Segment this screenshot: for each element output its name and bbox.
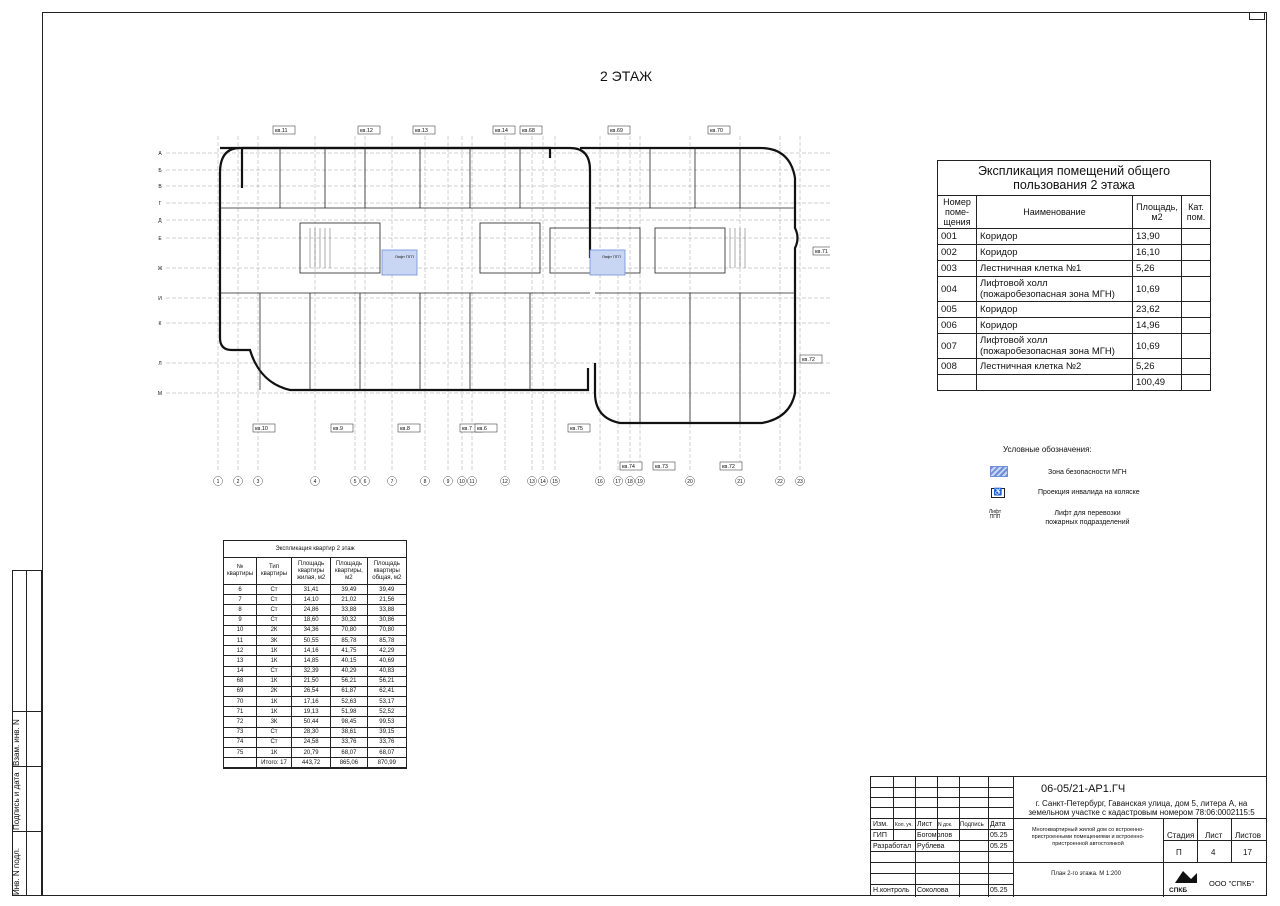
apartment-row — [224, 646, 406, 656]
total-cell-empty — [938, 375, 977, 391]
apt-area: 70,80 — [331, 625, 367, 635]
apt-total-general: 870,99 — [367, 758, 406, 768]
grid-axis-number: 2 — [236, 479, 240, 485]
apartment-tag: кв.13 — [415, 128, 428, 134]
grid-axis-number: 22 — [777, 479, 783, 485]
tb-line — [871, 873, 1013, 874]
tb-date-dev: 05.25 — [990, 843, 1008, 850]
apartment-row — [224, 585, 406, 595]
room-number: 003 — [938, 261, 977, 277]
tb-line — [871, 840, 1013, 841]
room-area: 16,10 — [1133, 245, 1182, 261]
apt-type: 3К — [257, 635, 292, 645]
apartment-tag: кв.8 — [400, 426, 410, 432]
common-table-row — [938, 277, 1211, 302]
apt-living-area: 24,58 — [292, 737, 331, 747]
stamp-divider — [13, 711, 41, 712]
room-name: Коридор — [977, 302, 1133, 318]
apt-area: 68,07 — [331, 748, 367, 758]
common-total-area: 100,49 — [1133, 375, 1182, 391]
apt-total-area: 39,15 — [367, 727, 406, 737]
apt-total-area: 40,83 — [367, 666, 406, 676]
apt-total-area: 56,21 — [367, 676, 406, 686]
apt-total-cell — [224, 758, 257, 768]
tb-line — [893, 777, 894, 840]
grid-axis-number: 8 — [423, 479, 427, 485]
apartment-row — [224, 666, 406, 676]
apt-living-area: 34,36 — [292, 625, 331, 635]
tb-line — [1163, 818, 1164, 897]
room-number: 007 — [938, 334, 977, 359]
apt-total-area: 40,69 — [367, 656, 406, 666]
apt-type: Ст — [257, 595, 292, 605]
apt-type: 2К — [257, 686, 292, 696]
apt-number: 8 — [224, 605, 257, 615]
apartment-row — [224, 625, 406, 635]
tb-header-doc: N док. — [938, 822, 953, 828]
apt-living-area: 20,79 — [292, 748, 331, 758]
grid-axis-letter: К — [158, 321, 162, 327]
apt-area: 61,87 — [331, 686, 367, 696]
apartment-tag: кв.6 — [477, 426, 487, 432]
grid-axis-number: 3 — [256, 479, 260, 485]
legend-fire-lift: Лифт для перевозки пожарных подразделений — [1045, 510, 1130, 526]
stamp-label-inv: Инв. N подл. — [12, 847, 21, 895]
sheet-value: 4 — [1211, 848, 1216, 857]
room-category — [1182, 277, 1211, 302]
apt-living-area: 14,10 — [292, 595, 331, 605]
apt-total-area: 33,76 — [367, 737, 406, 747]
stage-value: П — [1176, 848, 1182, 857]
apartment-row — [224, 605, 406, 615]
apartment-tag: кв.68 — [522, 128, 535, 134]
apt-living-area: 14,85 — [292, 656, 331, 666]
apt-number: 11 — [224, 635, 257, 645]
apartment-row — [224, 656, 406, 666]
common-table-row — [938, 261, 1211, 277]
tb-header-date: Дата — [990, 821, 1006, 828]
tb-line — [959, 777, 960, 897]
apt-living-area: 24,86 — [292, 605, 331, 615]
apt-area: 33,76 — [331, 737, 367, 747]
apartment-tag: кв.11 — [275, 128, 288, 134]
room-name: Коридор — [977, 245, 1133, 261]
grid-numbers — [214, 477, 805, 486]
common-table-title: Экспликация помещений общего пользования 2 этажа — [938, 161, 1211, 196]
apartment-row — [224, 595, 406, 605]
apt-number: 73 — [224, 727, 257, 737]
room-area: 23,62 — [1133, 302, 1182, 318]
apt-area: 39,49 — [331, 585, 367, 595]
apt-area: 40,29 — [331, 666, 367, 676]
room-name: Коридор — [977, 229, 1133, 245]
apt-living-area: 50,44 — [292, 717, 331, 727]
sheet-label: Лист — [1205, 831, 1223, 840]
grid-axis-number: 9 — [446, 479, 450, 485]
apartment-row — [224, 727, 406, 737]
apt-number: 10 — [224, 625, 257, 635]
common-table-row — [938, 334, 1211, 359]
apt-number: 9 — [224, 615, 257, 625]
apartment-row — [224, 635, 406, 645]
apartment-row — [224, 717, 406, 727]
wheelchair-icon: ♿ — [991, 488, 1005, 498]
apt-header-area: Площадь квартиры, м2 — [331, 558, 367, 585]
grid-axis-letter: Л — [158, 361, 162, 367]
apartment-row — [224, 686, 406, 696]
grid-axis-number: 7 — [390, 479, 394, 485]
apartment-row — [224, 737, 406, 747]
apt-number: 12 — [224, 646, 257, 656]
grid-axis-letter: Ж — [157, 266, 163, 272]
common-area-table — [937, 160, 1211, 391]
apt-area: 85,78 — [331, 635, 367, 645]
col-header-number: Номер поме-щения — [938, 196, 977, 229]
tb-name-gip: Богомолов — [917, 832, 953, 839]
room-name: Лифтовой холл (пожаробезопасная зона МГН) — [977, 277, 1133, 302]
apt-living-area: 19,13 — [292, 707, 331, 717]
apt-total-label: Итого: 17 — [257, 758, 292, 768]
mgn-zone-swatch — [990, 466, 1008, 477]
apt-type: 1К — [257, 676, 292, 686]
tb-line — [1013, 777, 1014, 897]
apt-living-area: 50,55 — [292, 635, 331, 645]
grid-axis-number: 20 — [687, 479, 693, 485]
legend-title: Условные обозначения: — [1003, 445, 1092, 454]
tb-role-nk: Н.контроль — [873, 887, 910, 894]
apt-number: 7 — [224, 595, 257, 605]
common-table-row — [938, 359, 1211, 375]
apt-number: 74 — [224, 737, 257, 747]
apt-number: 70 — [224, 697, 257, 707]
grid-axis-number: 19 — [637, 479, 643, 485]
apt-area: 40,15 — [331, 656, 367, 666]
col-header-name: Наименование — [977, 196, 1133, 229]
apartment-tag: кв.12 — [360, 128, 373, 134]
grid-axis-number: 13 — [529, 479, 535, 485]
tb-header-change: Изм. — [873, 821, 888, 828]
tb-name-dev: Рублева — [917, 843, 945, 850]
tb-line — [915, 777, 916, 897]
apt-total-area: 70,80 — [367, 625, 406, 635]
project-address: г. Санкт-Петербург, Гаванская улица, дом 5, литера А, на земельном участке с кадастровым номером 78:06:0002115:5 — [1028, 799, 1255, 817]
apt-total-area: 30,86 — [367, 615, 406, 625]
grid-axis-number: 17 — [615, 479, 621, 485]
apt-type: Ст — [257, 615, 292, 625]
apartment-table — [223, 540, 407, 769]
sheets-value: 17 — [1243, 848, 1252, 857]
apt-number: 75 — [224, 748, 257, 758]
apt-type: Ст — [257, 737, 292, 747]
tb-line — [1231, 818, 1232, 862]
tb-line — [988, 777, 989, 897]
apt-living-area: 28,30 — [292, 727, 331, 737]
apt-living-area: 26,54 — [292, 686, 331, 696]
apt-header-total-area: Площадь квартиры общая, м2 — [367, 558, 406, 585]
apt-header-number: № квартиры — [224, 558, 257, 585]
apt-number: 14 — [224, 666, 257, 676]
apt-type: Ст — [257, 585, 292, 595]
tb-line — [871, 862, 1013, 863]
grid-axis-number: 4 — [313, 479, 317, 485]
apt-living-area: 18,60 — [292, 615, 331, 625]
total-cell-empty — [1182, 375, 1211, 391]
grid-axis-letter: А — [158, 151, 162, 157]
apartment-tag: кв.72 — [802, 357, 815, 363]
room-area: 13,90 — [1133, 229, 1182, 245]
apt-area: 21,02 — [331, 595, 367, 605]
apt-type: 3К — [257, 717, 292, 727]
tb-line — [871, 818, 1267, 819]
apartment-tag: кв.74 — [622, 464, 635, 470]
apt-total-area: 85,78 — [367, 635, 406, 645]
apt-number: 69 — [224, 686, 257, 696]
stamp-label-replace: Взам. инв. N — [12, 719, 21, 766]
tb-header-count: Кол. уч. — [895, 822, 913, 828]
company-name: ООО "СПКБ" — [1209, 879, 1255, 888]
room-category — [1182, 334, 1211, 359]
tb-date-nk: 05.25 — [990, 887, 1008, 894]
room-name: Лестничная клетка №2 — [977, 359, 1133, 375]
apartment-tag: кв.9 — [333, 426, 343, 432]
room-area: 5,26 — [1133, 359, 1182, 375]
room-name: Лестничная клетка №1 — [977, 261, 1133, 277]
room-area: 14,96 — [1133, 318, 1182, 334]
common-table-row — [938, 245, 1211, 261]
apt-area: 30,32 — [331, 615, 367, 625]
apartment-tag: кв.69 — [610, 128, 623, 134]
apartment-row — [224, 676, 406, 686]
apt-number: 6 — [224, 585, 257, 595]
apt-living-area: 31,41 — [292, 585, 331, 595]
tb-date-gip: 05.25 — [990, 832, 1008, 839]
apt-type: Ст — [257, 605, 292, 615]
apt-area: 98,45 — [331, 717, 367, 727]
apt-number: 13 — [224, 656, 257, 666]
apt-area: 56,21 — [331, 676, 367, 686]
grid-axis-number: 14 — [540, 479, 546, 485]
apt-area: 38,61 — [331, 727, 367, 737]
apartment-tag: кв.72 — [722, 464, 735, 470]
grid-axis-letter: В — [158, 184, 162, 190]
room-category — [1182, 359, 1211, 375]
building-outline — [220, 148, 798, 423]
grid-axis-letter: Е — [158, 236, 162, 242]
grid-axis-number: 10 — [459, 479, 465, 485]
tb-line — [871, 851, 1013, 852]
grid-axis-number: 1 — [216, 479, 220, 485]
apt-number: 71 — [224, 707, 257, 717]
stairs — [310, 228, 745, 268]
tb-line — [937, 777, 938, 840]
grid-axis-number: 15 — [552, 479, 558, 485]
apt-header-type: Тип квартиры — [257, 558, 292, 585]
apt-area: 51,98 — [331, 707, 367, 717]
grid-axis-letter: Б — [158, 168, 162, 174]
room-number: 008 — [938, 359, 977, 375]
room-category — [1182, 302, 1211, 318]
room-category — [1182, 261, 1211, 277]
room-number: 002 — [938, 245, 977, 261]
total-cell-empty — [977, 375, 1133, 391]
apartment-table-title: Экспликация квартир 2 этаж — [224, 541, 406, 558]
frame-corner-mark — [1249, 12, 1265, 20]
room-number: 001 — [938, 229, 977, 245]
common-table-row — [938, 229, 1211, 245]
document-code: 06-05/21-АР1.ГЧ — [1041, 783, 1126, 795]
apt-living-area: 17,16 — [292, 697, 331, 707]
grid-lines — [166, 136, 830, 470]
grid-axis-number: 23 — [797, 479, 803, 485]
room-area: 5,26 — [1133, 261, 1182, 277]
apt-area: 52,63 — [331, 697, 367, 707]
apartment-tag: кв.71 — [815, 249, 828, 255]
stamp-divider — [13, 831, 41, 832]
apt-total-area: 62,41 — [367, 686, 406, 696]
apt-total-area: 99,53 — [367, 717, 406, 727]
title-block — [870, 776, 1267, 896]
room-number: 006 — [938, 318, 977, 334]
room-name: Коридор — [977, 318, 1133, 334]
room-category — [1182, 229, 1211, 245]
apt-total-area: 68,07 — [367, 748, 406, 758]
tb-role-dev: Разработал — [873, 843, 912, 850]
common-table-row — [938, 302, 1211, 318]
grid-axis-letter: Г — [158, 201, 162, 207]
grid-axis-number: 12 — [502, 479, 508, 485]
project-description: Многоквартирный жилой дом со встроенно-пристроенными помещениями и встроенно-пристроенной автостоянкой — [1031, 827, 1145, 847]
room-number: 004 — [938, 277, 977, 302]
apt-total-area: 33,88 — [367, 605, 406, 615]
grid-axis-number: 16 — [597, 479, 603, 485]
company-logo-text: СПКБ — [1169, 887, 1188, 894]
grid-axis-number: 18 — [627, 479, 633, 485]
col-header-area: Площадь, м2 — [1133, 196, 1182, 229]
grid-letters — [158, 151, 163, 397]
apt-type: 1К — [257, 707, 292, 717]
apt-total-area: 39,49 — [367, 585, 406, 595]
apt-area: 41,75 — [331, 646, 367, 656]
tb-name-nk: Соколова — [917, 887, 949, 894]
apt-living-area: 21,50 — [292, 676, 331, 686]
internal-walls — [220, 148, 795, 423]
grid-axis-number: 11 — [469, 479, 475, 485]
apt-number: 72 — [224, 717, 257, 727]
apartment-row — [224, 707, 406, 717]
tb-line — [1013, 862, 1267, 863]
legend-mgn-zone: Зона безопасности МГН — [1048, 469, 1127, 476]
apartment-tag: кв.75 — [570, 426, 583, 432]
apt-total-area: 21,56 — [367, 595, 406, 605]
apt-living-area: 14,16 — [292, 646, 331, 656]
apt-number: 68 — [224, 676, 257, 686]
apartment-tag: кв.7 — [462, 426, 472, 432]
apt-type: Ст — [257, 727, 292, 737]
apt-total-area: 865,06 — [331, 758, 367, 768]
grid-axis-number: 21 — [737, 479, 743, 485]
floor-plan — [150, 118, 830, 490]
room-name: Лифтовой холл (пожаробезопасная зона МГН) — [977, 334, 1133, 359]
lift-label: Лифт ПГП — [395, 254, 414, 259]
col-header-category: Кат. пом. — [1182, 196, 1211, 229]
apt-header-living-area: Площадь квартиры жилая, м2 — [292, 558, 331, 585]
sheet-title: План 2-го этажа. М 1:200 — [1051, 871, 1121, 877]
room-category — [1182, 245, 1211, 261]
apartment-row — [224, 748, 406, 758]
apt-type: 2К — [257, 625, 292, 635]
grid-axis-number: 5 — [353, 479, 357, 485]
fire-lift-icon: Лифт ППП — [988, 509, 1002, 520]
apartment-row — [224, 697, 406, 707]
grid-axis-number: 6 — [363, 479, 367, 485]
apt-total-area: 52,52 — [367, 707, 406, 717]
tb-header-sheet: Лист — [917, 821, 933, 828]
apartment-tag: кв.70 — [710, 128, 723, 134]
room-area: 10,69 — [1133, 277, 1182, 302]
apartment-tag: кв.10 — [255, 426, 268, 432]
apt-total-living: 443,72 — [292, 758, 331, 768]
stamp-divider — [13, 766, 41, 767]
grid-axis-letter: Д — [158, 218, 162, 224]
legend-wheelchair: Проекция инвалида на коляске — [1038, 489, 1140, 496]
room-area: 10,69 — [1133, 334, 1182, 359]
sheets-label: Листов — [1235, 831, 1261, 840]
apartment-tag: кв.73 — [655, 464, 668, 470]
stamp-label-sign: Подпись и дата — [12, 772, 21, 830]
room-number: 005 — [938, 302, 977, 318]
apt-area: 33,88 — [331, 605, 367, 615]
tb-line — [1197, 818, 1198, 862]
apt-type: 1К — [257, 656, 292, 666]
grid-axis-letter: И — [158, 296, 162, 302]
apartment-tag: кв.14 — [495, 128, 508, 134]
apt-total-area: 53,17 — [367, 697, 406, 707]
tb-line — [871, 884, 1013, 885]
apt-living-area: 32,39 — [292, 666, 331, 676]
apt-type: Ст — [257, 666, 292, 676]
common-table-row — [938, 318, 1211, 334]
apt-total-area: 42,29 — [367, 646, 406, 656]
grid-axis-letter: М — [157, 391, 163, 397]
apt-type: 1К — [257, 697, 292, 707]
apt-type: 1К — [257, 748, 292, 758]
lift-label: Лифт ПГП — [602, 254, 621, 259]
tb-header-sign: Подпись — [960, 822, 984, 828]
tb-line — [1163, 840, 1267, 841]
apt-type: 1К — [257, 646, 292, 656]
tb-role-gip: ГИП — [873, 832, 887, 839]
mgn-zones — [382, 250, 625, 275]
stage-label: Стадия — [1167, 831, 1195, 840]
floor-title: 2 ЭТАЖ — [600, 68, 653, 84]
apartment-row — [224, 615, 406, 625]
room-category — [1182, 318, 1211, 334]
